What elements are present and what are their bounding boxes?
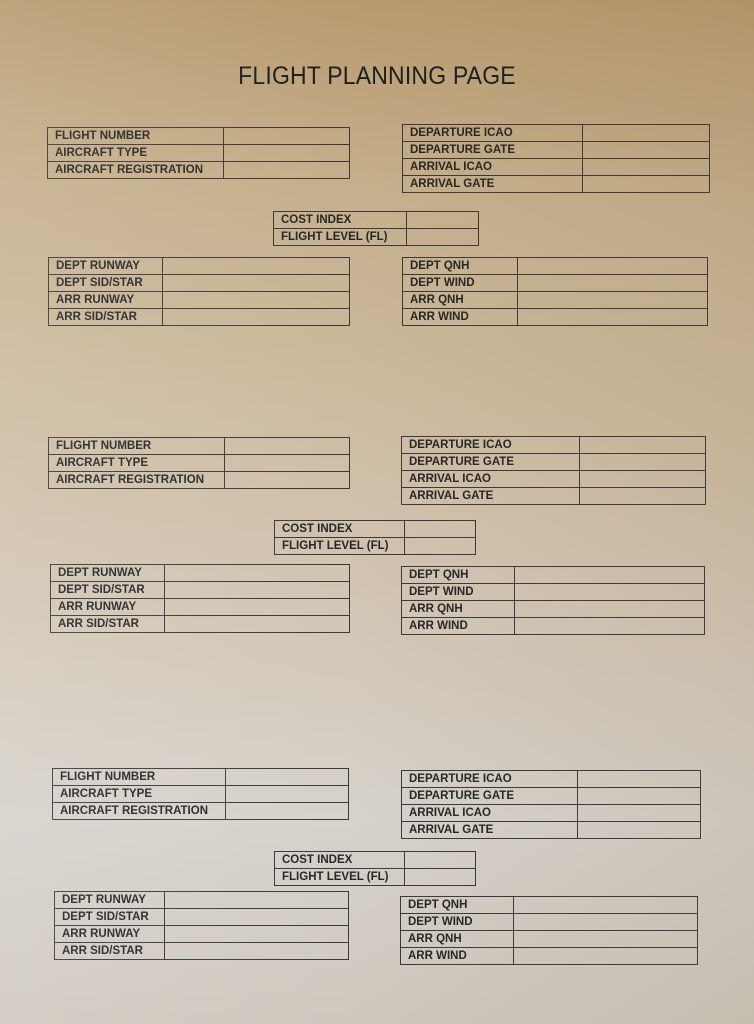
field-label: ARR SID/STAR xyxy=(51,616,165,633)
form-row xyxy=(55,892,349,909)
field-input[interactable] xyxy=(514,948,697,964)
field-label: DEPT QNH xyxy=(402,567,515,584)
form-row xyxy=(403,159,710,176)
field-input[interactable] xyxy=(405,538,475,554)
field-input[interactable] xyxy=(514,897,697,913)
field-input[interactable] xyxy=(583,176,709,192)
field-value-cell xyxy=(583,159,710,176)
field-value-cell xyxy=(226,786,349,803)
field-input[interactable] xyxy=(163,309,349,325)
form-row xyxy=(51,616,350,633)
form-row xyxy=(51,582,350,599)
weather-table xyxy=(401,566,705,635)
form-row xyxy=(402,771,701,788)
field-input[interactable] xyxy=(583,159,709,175)
field-value-cell xyxy=(163,275,350,292)
form-row xyxy=(402,601,705,618)
field-label: AIRCRAFT REGISTRATION xyxy=(53,803,226,820)
field-value-cell xyxy=(165,565,350,582)
field-input[interactable] xyxy=(163,275,349,291)
field-input[interactable] xyxy=(407,212,478,228)
field-input[interactable] xyxy=(407,229,478,245)
field-input[interactable] xyxy=(165,892,348,908)
field-label: FLIGHT LEVEL (FL) xyxy=(274,229,407,246)
field-label: COST INDEX xyxy=(275,852,405,869)
field-input[interactable] xyxy=(518,309,707,325)
field-input[interactable] xyxy=(583,125,709,141)
field-value-cell xyxy=(407,212,479,229)
field-value-cell xyxy=(578,822,701,839)
airports-table xyxy=(401,770,701,839)
field-value-cell xyxy=(224,145,350,162)
field-value-cell xyxy=(224,162,350,179)
form-row xyxy=(55,926,349,943)
form-row xyxy=(403,309,708,326)
field-input[interactable] xyxy=(165,926,348,942)
field-input[interactable] xyxy=(405,869,475,885)
field-input[interactable] xyxy=(580,437,705,453)
field-label: AIRCRAFT REGISTRATION xyxy=(48,162,224,179)
field-label: DEPT SID/STAR xyxy=(51,582,165,599)
field-value-cell xyxy=(518,292,708,309)
form-row xyxy=(53,786,349,803)
field-label: DEPARTURE ICAO xyxy=(403,125,583,142)
field-value-cell xyxy=(165,616,350,633)
field-value-cell xyxy=(515,567,705,584)
field-input[interactable] xyxy=(514,931,697,947)
field-value-cell xyxy=(514,897,698,914)
field-value-cell xyxy=(514,914,698,931)
page-title: FLIGHT PLANNING PAGE xyxy=(238,62,516,90)
form-row xyxy=(403,258,708,275)
field-input[interactable] xyxy=(578,771,700,787)
form-row xyxy=(401,897,698,914)
field-value-cell xyxy=(514,948,698,965)
field-label: COST INDEX xyxy=(274,212,407,229)
field-value-cell xyxy=(578,788,701,805)
flight-info-table xyxy=(48,437,350,489)
form-row xyxy=(275,852,476,869)
field-input[interactable] xyxy=(225,472,349,488)
field-label: FLIGHT NUMBER xyxy=(48,128,224,145)
form-row xyxy=(403,176,710,193)
field-label: ARR QNH xyxy=(402,601,515,618)
field-label: DEPARTURE GATE xyxy=(403,142,583,159)
performance-table xyxy=(273,211,479,246)
field-value-cell xyxy=(226,803,349,820)
field-input[interactable] xyxy=(224,145,349,161)
field-label: DEPT WIND xyxy=(402,584,515,601)
field-label: DEPT SID/STAR xyxy=(49,275,163,292)
field-label: ARR WIND xyxy=(403,309,518,326)
field-label: DEPT RUNWAY xyxy=(55,892,165,909)
performance-table xyxy=(274,520,476,555)
field-label: ARRIVAL ICAO xyxy=(402,805,578,822)
performance-table xyxy=(274,851,476,886)
field-input[interactable] xyxy=(163,258,349,274)
flight-info-table xyxy=(52,768,349,820)
field-input[interactable] xyxy=(583,142,709,158)
field-label: DEPT WIND xyxy=(401,914,514,931)
field-label: DEPT SID/STAR xyxy=(55,909,165,926)
field-label: FLIGHT LEVEL (FL) xyxy=(275,538,405,555)
field-input[interactable] xyxy=(165,582,349,598)
form-row xyxy=(274,229,479,246)
form-row xyxy=(275,521,476,538)
form-row xyxy=(402,618,705,635)
field-label: AIRCRAFT REGISTRATION xyxy=(49,472,225,489)
field-value-cell xyxy=(165,892,349,909)
field-label: DEPARTURE ICAO xyxy=(402,437,580,454)
field-value-cell xyxy=(583,142,710,159)
form-row xyxy=(403,292,708,309)
form-row xyxy=(48,145,350,162)
form-row xyxy=(275,869,476,886)
flight-info-table xyxy=(47,127,350,179)
field-input[interactable] xyxy=(578,805,700,821)
field-value-cell xyxy=(515,584,705,601)
weather-table xyxy=(400,896,698,965)
field-value-cell xyxy=(165,943,349,960)
field-label: ARRIVAL ICAO xyxy=(402,471,580,488)
field-value-cell xyxy=(163,309,350,326)
field-value-cell xyxy=(405,521,476,538)
field-value-cell xyxy=(580,471,706,488)
field-label: FLIGHT NUMBER xyxy=(49,438,225,455)
field-label: FLIGHT NUMBER xyxy=(53,769,226,786)
form-row xyxy=(402,567,705,584)
runway-procedures-table xyxy=(48,257,350,326)
form-row xyxy=(49,258,350,275)
field-label: ARR QNH xyxy=(401,931,514,948)
field-label: ARR WIND xyxy=(402,618,515,635)
form-row xyxy=(402,584,705,601)
form-row xyxy=(51,565,350,582)
field-input[interactable] xyxy=(518,258,707,274)
field-label: ARR RUNWAY xyxy=(51,599,165,616)
field-label: ARRIVAL GATE xyxy=(403,176,583,193)
field-input[interactable] xyxy=(514,914,697,930)
field-value-cell xyxy=(514,931,698,948)
form-row xyxy=(55,909,349,926)
field-value-cell xyxy=(165,909,349,926)
field-label: AIRCRAFT TYPE xyxy=(49,455,225,472)
field-value-cell xyxy=(405,852,476,869)
form-row xyxy=(49,309,350,326)
field-input[interactable] xyxy=(165,616,349,632)
field-value-cell xyxy=(583,176,710,193)
field-input[interactable] xyxy=(163,292,349,308)
form-row xyxy=(402,488,706,505)
form-row xyxy=(401,914,698,931)
field-input[interactable] xyxy=(518,275,707,291)
field-value-cell xyxy=(580,437,706,454)
field-value-cell xyxy=(165,599,350,616)
form-row xyxy=(402,788,701,805)
field-input[interactable] xyxy=(165,599,349,615)
form-row xyxy=(53,769,349,786)
airports-table xyxy=(402,124,710,193)
field-label: ARR SID/STAR xyxy=(49,309,163,326)
form-row xyxy=(49,438,350,455)
field-input[interactable] xyxy=(226,769,348,785)
field-value-cell xyxy=(518,275,708,292)
field-label: ARR RUNWAY xyxy=(49,292,163,309)
field-value-cell xyxy=(165,582,350,599)
field-label: COST INDEX xyxy=(275,521,405,538)
field-value-cell xyxy=(163,258,350,275)
field-input[interactable] xyxy=(225,438,349,454)
field-label: AIRCRAFT TYPE xyxy=(53,786,226,803)
field-label: DEPT QNH xyxy=(401,897,514,914)
field-input[interactable] xyxy=(580,471,705,487)
field-label: DEPT WIND xyxy=(403,275,518,292)
form-row xyxy=(402,805,701,822)
weather-table xyxy=(402,257,708,326)
field-input[interactable] xyxy=(515,567,704,583)
field-value-cell xyxy=(515,618,705,635)
airports-table xyxy=(401,436,706,505)
field-label: ARR SID/STAR xyxy=(55,943,165,960)
field-input[interactable] xyxy=(165,909,348,925)
field-input[interactable] xyxy=(578,788,700,804)
field-value-cell xyxy=(580,488,706,505)
field-label: FLIGHT LEVEL (FL) xyxy=(275,869,405,886)
field-input[interactable] xyxy=(515,601,704,617)
field-input[interactable] xyxy=(518,292,707,308)
field-input[interactable] xyxy=(224,162,349,178)
field-label: ARR RUNWAY xyxy=(55,926,165,943)
field-value-cell xyxy=(518,258,708,275)
field-value-cell xyxy=(165,926,349,943)
field-input[interactable] xyxy=(165,943,348,959)
field-input[interactable] xyxy=(405,852,475,868)
field-label: DEPT RUNWAY xyxy=(51,565,165,582)
form-row xyxy=(274,212,479,229)
field-value-cell xyxy=(515,601,705,618)
field-input[interactable] xyxy=(226,803,348,819)
field-value-cell xyxy=(518,309,708,326)
field-input[interactable] xyxy=(515,584,704,600)
field-label: DEPARTURE ICAO xyxy=(402,771,578,788)
field-input[interactable] xyxy=(165,565,349,581)
field-value-cell xyxy=(407,229,479,246)
form-row xyxy=(402,437,706,454)
form-row xyxy=(53,803,349,820)
form-row xyxy=(402,471,706,488)
field-label: DEPARTURE GATE xyxy=(402,454,580,471)
form-row xyxy=(49,455,350,472)
form-row xyxy=(48,128,350,145)
form-row xyxy=(402,822,701,839)
field-label: DEPARTURE GATE xyxy=(402,788,578,805)
field-value-cell xyxy=(578,805,701,822)
field-label: ARRIVAL GATE xyxy=(402,488,580,505)
field-value-cell xyxy=(226,769,349,786)
field-value-cell xyxy=(580,454,706,471)
form-row xyxy=(275,538,476,555)
field-input[interactable] xyxy=(225,455,349,471)
form-row xyxy=(403,275,708,292)
field-input[interactable] xyxy=(515,618,704,634)
field-value-cell xyxy=(405,538,476,555)
field-label: DEPT QNH xyxy=(403,258,518,275)
field-input[interactable] xyxy=(580,488,705,504)
field-input[interactable] xyxy=(226,786,348,802)
form-row xyxy=(49,275,350,292)
field-label: AIRCRAFT TYPE xyxy=(48,145,224,162)
runway-procedures-table xyxy=(50,564,350,633)
field-label: ARRIVAL GATE xyxy=(402,822,578,839)
form-row xyxy=(401,948,698,965)
field-value-cell xyxy=(224,128,350,145)
field-label: DEPT RUNWAY xyxy=(49,258,163,275)
field-input[interactable] xyxy=(580,454,705,470)
form-row xyxy=(48,162,350,179)
form-row xyxy=(51,599,350,616)
form-row xyxy=(49,472,350,489)
field-value-cell xyxy=(163,292,350,309)
form-row xyxy=(401,931,698,948)
field-label: ARRIVAL ICAO xyxy=(403,159,583,176)
form-row xyxy=(403,125,710,142)
field-input[interactable] xyxy=(578,822,700,838)
form-row xyxy=(55,943,349,960)
field-value-cell xyxy=(225,472,350,489)
form-row xyxy=(49,292,350,309)
field-value-cell xyxy=(225,455,350,472)
field-value-cell xyxy=(225,438,350,455)
form-row xyxy=(403,142,710,159)
field-value-cell xyxy=(405,869,476,886)
field-value-cell xyxy=(578,771,701,788)
field-input[interactable] xyxy=(224,128,349,144)
field-label: ARR WIND xyxy=(401,948,514,965)
field-input[interactable] xyxy=(405,521,475,537)
runway-procedures-table xyxy=(54,891,349,960)
form-row xyxy=(402,454,706,471)
field-value-cell xyxy=(583,125,710,142)
field-label: ARR QNH xyxy=(403,292,518,309)
